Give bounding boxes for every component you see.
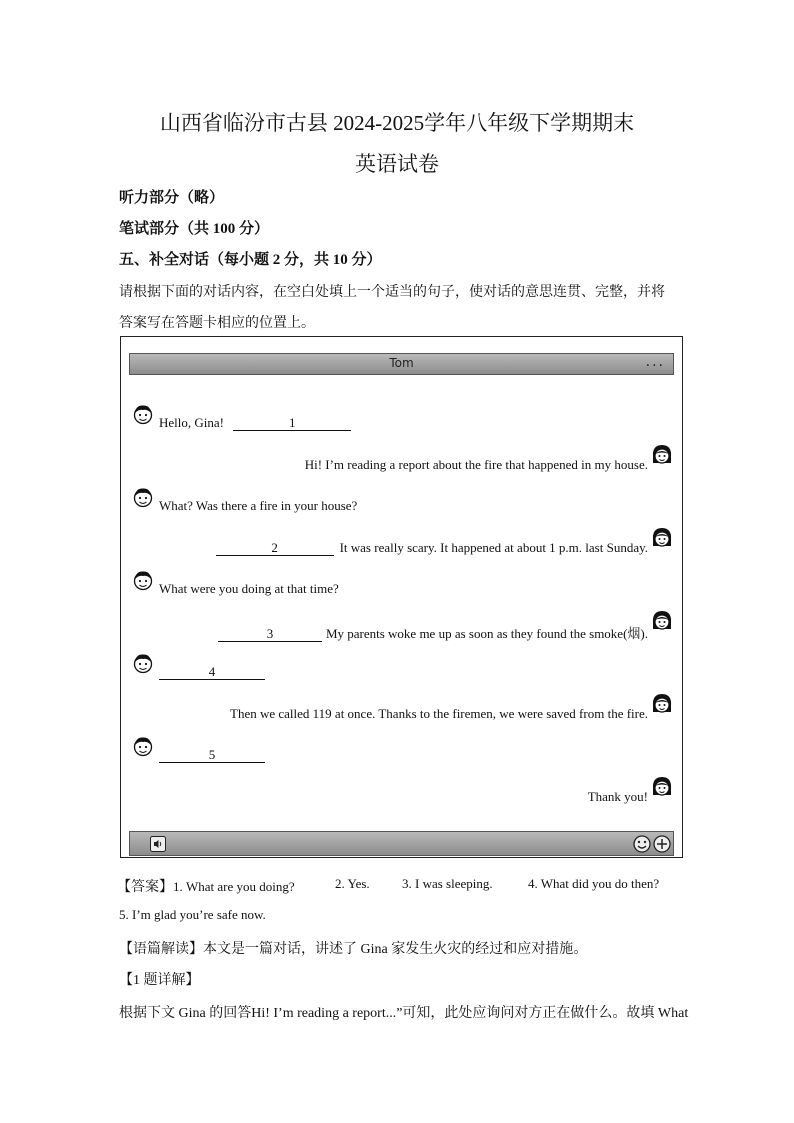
listening-section-heading: 听力部分（略） (119, 190, 225, 206)
boy-avatar-icon (133, 487, 153, 509)
blank-2: 2 (216, 541, 334, 556)
girl-avatar-icon (651, 775, 673, 799)
boy-avatar-icon (133, 736, 153, 758)
answer-5: 5. I’m glad you’re safe now. (119, 907, 266, 922)
blank-5: 5 (159, 748, 265, 763)
message-8: Then we called 119 at once. Thanks to the firemen, we were saved from the fire. (230, 706, 648, 721)
answer-3: 3. I was sleeping. (402, 876, 493, 891)
detail-1-text: 根据下文 Gina 的回答Hi! I’m reading a report...”可知，此处应询问对方正在做什么。故填 What (119, 1006, 689, 1021)
message-1 (159, 415, 351, 431)
chat-contact-name: Tom (389, 356, 414, 370)
message-4-text: It was really scary. It happened at about 1 p.m. last Sunday. (339, 540, 648, 555)
discourse-reading-text: 本文是一篇对话，讲述了 Gina 家发生火灾的经过和应对措施。 (203, 942, 588, 957)
message-4 (216, 540, 648, 556)
message-3: What? Was there a fire in your house? (159, 498, 358, 513)
girl-avatar-icon (651, 526, 673, 550)
more-options-icon: ... (645, 354, 665, 370)
girl-avatar-icon (651, 443, 673, 467)
add-icon (653, 835, 671, 853)
chat-window (120, 336, 683, 858)
message-9 (159, 747, 265, 763)
writing-section-heading: 笔试部分（共 100 分） (119, 221, 270, 237)
message-1-text: Hello, Gina! (159, 415, 224, 430)
instruction-line-1: 请根据下面的对话内容，在空白处填上一个适当的句子，使对话的意思连贯、完整，并将 (119, 285, 665, 300)
voice-icon (150, 836, 166, 852)
message-6-text: My parents woke me up as soon as they found the smoke(烟). (325, 626, 648, 641)
answer-4: 4. What did you do then? (528, 876, 660, 891)
blank-1: 1 (233, 416, 351, 431)
message-2: Hi! I’m reading a report about the fire that happened in my house. (304, 457, 648, 472)
boy-avatar-icon (133, 404, 153, 426)
answer-1: 1. What are you doing? (173, 879, 295, 894)
emoji-icon (633, 835, 651, 853)
blank-4: 4 (159, 665, 265, 680)
boy-avatar-icon (133, 653, 153, 675)
instruction-line-2: 答案写在答题卡相应的位置上。 (119, 316, 315, 331)
answer-label: 【答案】 (117, 880, 173, 895)
chat-input-bar (129, 831, 674, 856)
document-subtitle: 英语试卷 (355, 152, 439, 176)
discourse-reading-label: 【语篇解读】 (119, 942, 203, 957)
girl-avatar-icon (651, 692, 673, 716)
girl-avatar-icon (651, 609, 673, 633)
part-five-heading: 五、补全对话（每小题 2 分，共 10 分） (119, 252, 382, 268)
message-6 (218, 623, 648, 642)
message-7 (159, 664, 265, 680)
message-5: What were you doing at that time? (159, 581, 339, 596)
answer-line (117, 876, 295, 896)
document-title: 山西省临汾市古县 2024-2025学年八年级下学期期末 (159, 111, 635, 135)
detail-1-heading: 【1 题详解】 (119, 973, 200, 988)
discourse-reading (119, 938, 587, 958)
answer-2: 2. Yes. (335, 876, 370, 891)
boy-avatar-icon (133, 570, 153, 592)
blank-3: 3 (218, 627, 322, 642)
message-10: Thank you! (587, 789, 648, 804)
chat-title-bar (129, 353, 674, 375)
